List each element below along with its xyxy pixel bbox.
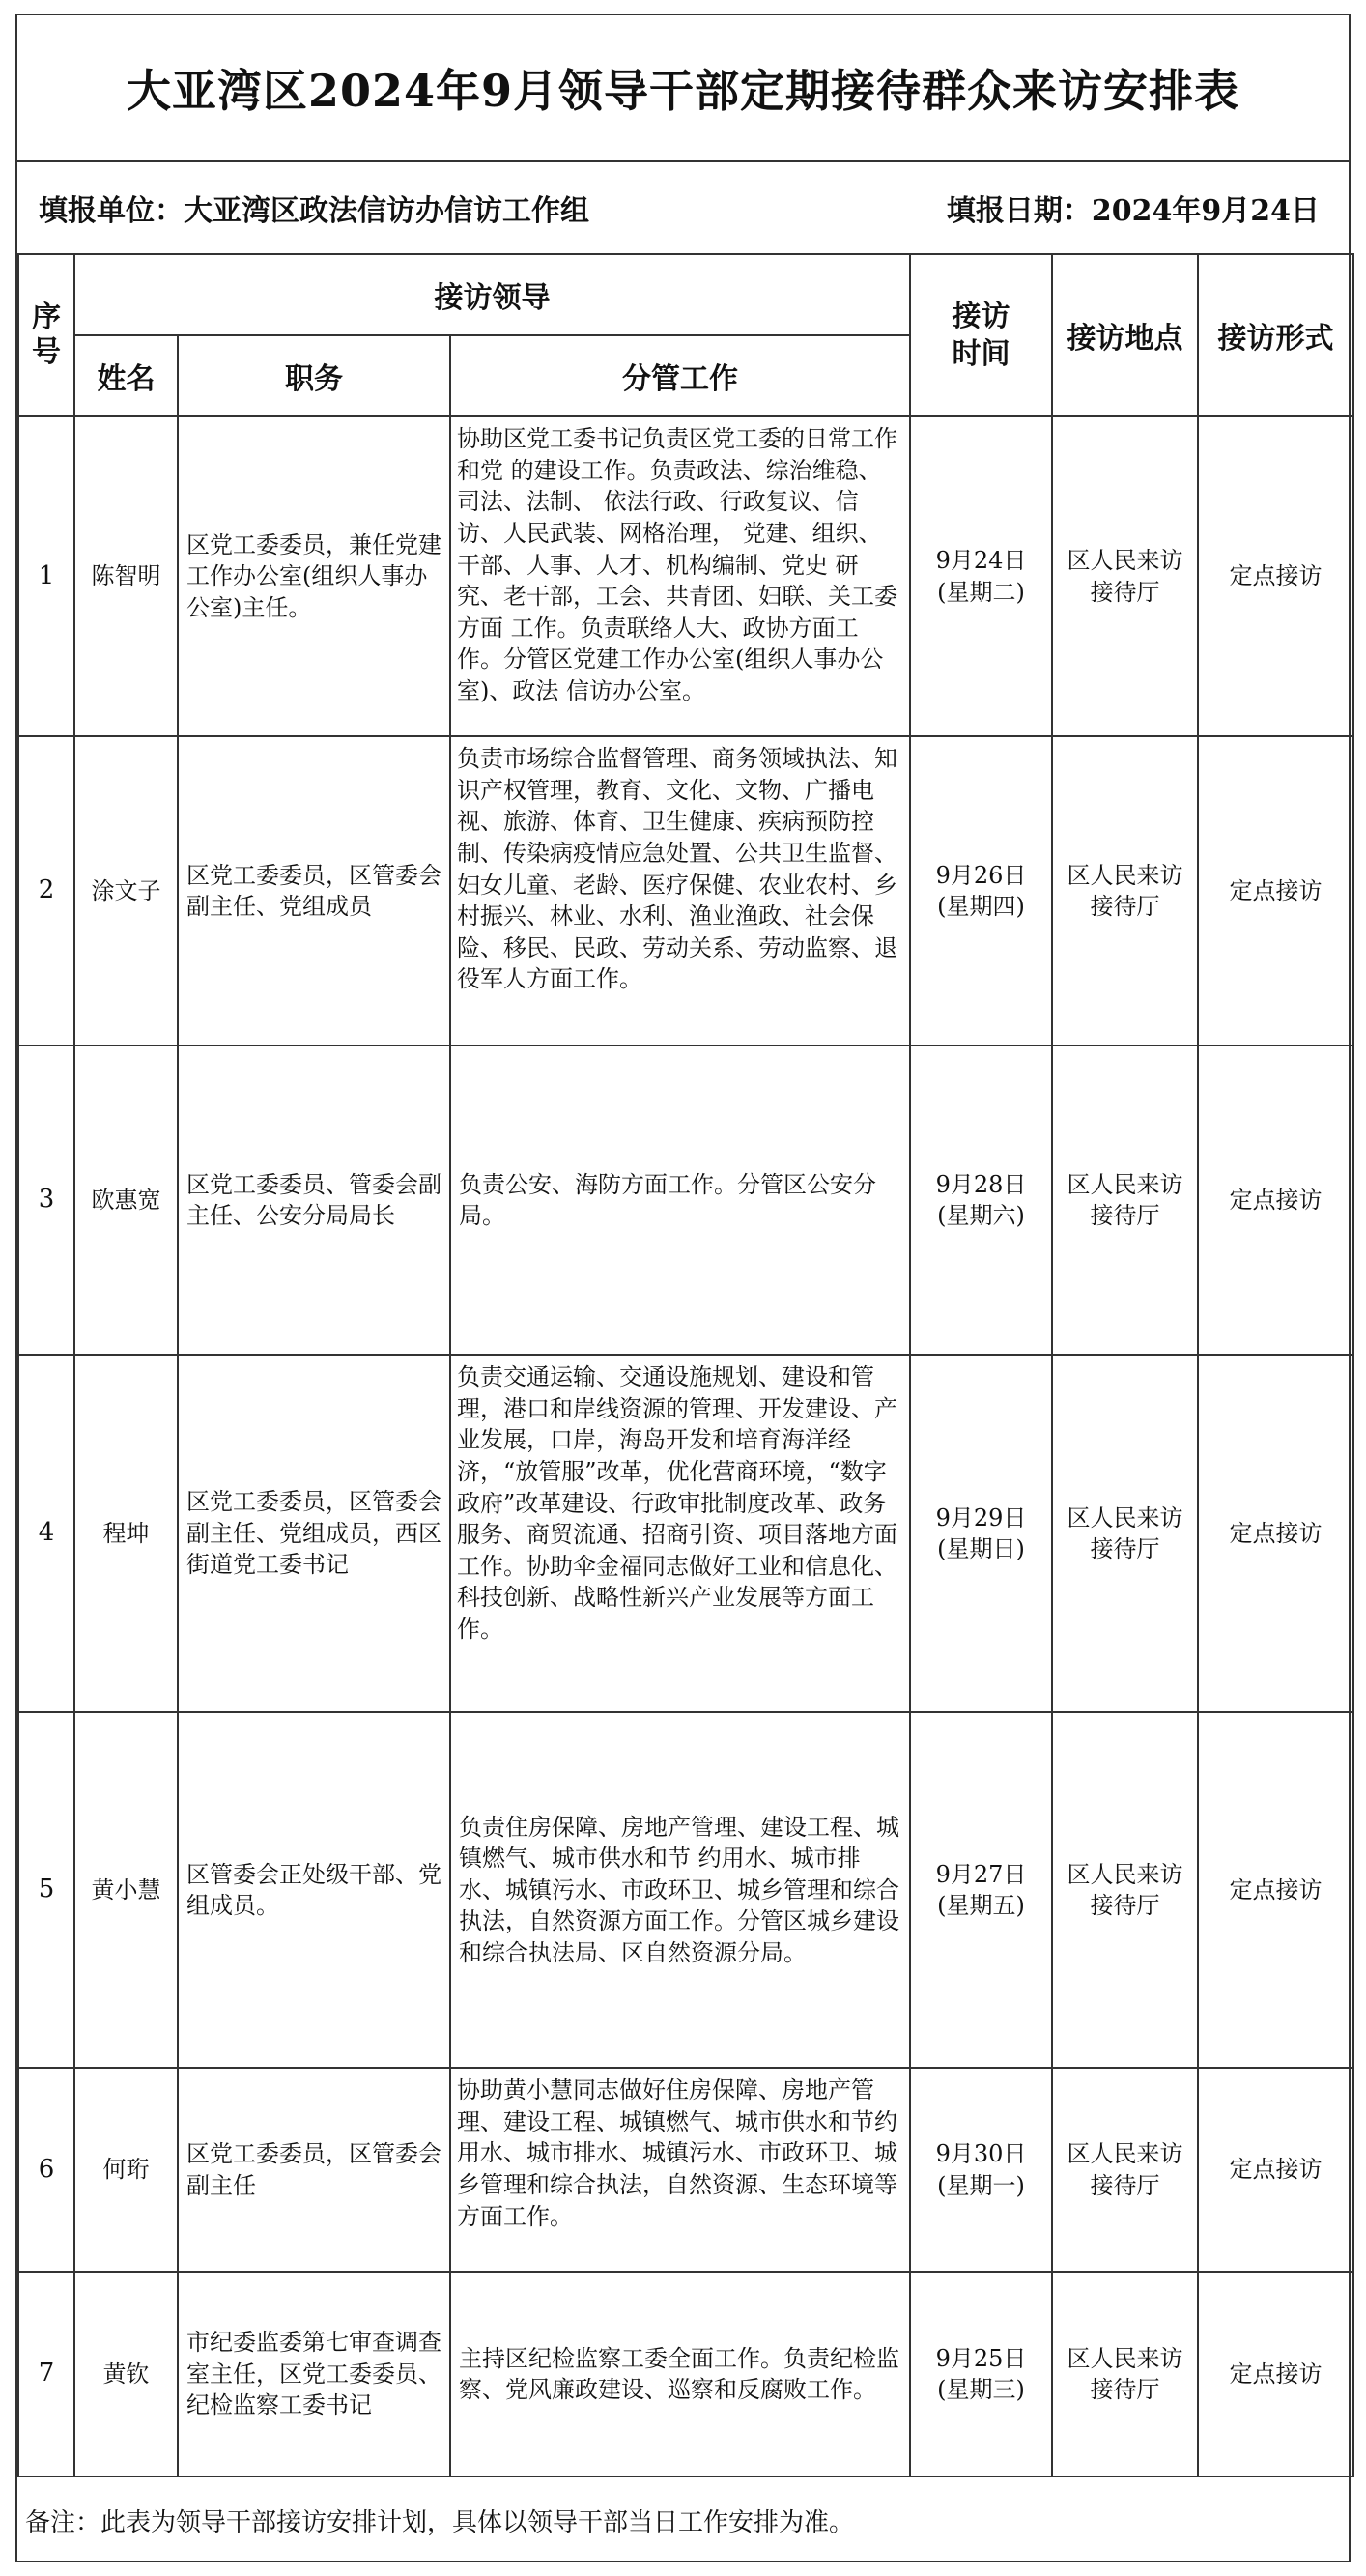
row-duty: 主持区纪检监察工委全面工作。负责纪检监察、党风廉政建设、巡察和反腐败工作。 — [450, 2272, 910, 2476]
row-weekday: (星期三) — [937, 2376, 1025, 2403]
unit-value: 大亚湾区政法信访办信访工作组 — [184, 194, 589, 228]
row-weekday: (星期六) — [937, 1202, 1025, 1229]
unit-label: 填报单位： — [39, 194, 184, 228]
row-seq: 4 — [18, 1355, 74, 1712]
row-place: 区人民来访接待厅 — [1052, 416, 1198, 736]
row-weekday: (星期二) — [937, 578, 1025, 606]
header-leader-group: 接访领导 — [74, 254, 910, 335]
header-time: 接访时间 — [910, 254, 1052, 416]
table-row — [18, 416, 1353, 736]
row-form: 定点接访 — [1198, 736, 1353, 1045]
header-row-1 — [18, 254, 1353, 335]
table-row — [18, 1712, 1353, 2068]
row-weekday: (星期日) — [937, 1535, 1025, 1562]
header-place: 接访地点 — [1052, 254, 1198, 416]
row-seq: 3 — [18, 1045, 74, 1355]
schedule-table — [17, 253, 1354, 2477]
row-name: 欧惠宽 — [74, 1045, 178, 1355]
row-form: 定点接访 — [1198, 416, 1353, 736]
reporting-date — [947, 186, 1320, 229]
row-date: 9月29日 — [935, 1503, 1027, 1531]
row-form: 定点接访 — [1198, 1045, 1353, 1355]
row-name: 何珩 — [74, 2068, 178, 2272]
row-place: 区人民来访接待厅 — [1052, 1712, 1198, 2068]
schedule-sheet — [15, 14, 1351, 2562]
row-date: 9月25日 — [935, 2344, 1027, 2372]
schedule-table-wrap — [17, 253, 1349, 2476]
row-name: 黄钦 — [74, 2272, 178, 2476]
table-row — [18, 736, 1353, 1045]
row-weekday: (星期五) — [937, 1892, 1025, 1919]
row-form: 定点接访 — [1198, 1712, 1353, 2068]
row-position: 区党工委委员、管委会副主任、公安分局局长 — [178, 1045, 450, 1355]
row-name: 陈智明 — [74, 416, 178, 736]
row-name: 涂文子 — [74, 736, 178, 1045]
table-row — [18, 2272, 1353, 2476]
row-date: 9月27日 — [935, 1860, 1027, 1888]
row-seq: 1 — [18, 416, 74, 736]
row-place: 区人民来访接待厅 — [1052, 2272, 1198, 2476]
row-seq: 7 — [18, 2272, 74, 2476]
header-name: 姓名 — [74, 335, 178, 416]
info-bar — [17, 160, 1349, 253]
row-time — [910, 736, 1052, 1045]
row-weekday: (星期一) — [937, 2171, 1025, 2199]
row-time — [910, 2272, 1052, 2476]
row-duty: 负责公安、海防方面工作。分管区公安分局。 — [450, 1045, 910, 1355]
table-row — [18, 2068, 1353, 2272]
row-duty: 协助黄小慧同志做好住房保障、房地产管理、建设工程、城镇燃气、城市供水和节约用水、城市排水、城镇污水、市政环卫、城乡管理和综合执法，自然资源、生态环境等方面工作。 — [450, 2068, 910, 2272]
row-name: 黄小慧 — [74, 1712, 178, 2068]
row-duty: 协助区党工委书记负责区党工委的日常工作和党 的建设工作。负责政法、综治维稳、司法、法制、 依法行政、行政复议、信访、人民武装、网格治理， 党建、组织、干部、人事、人才、机构编制、党史 研究、老干部，工会、共青团、妇联、关工委方面 工作。负责联络人大、政协方面工作。分管区党建工作办公室(组织人事办公室)、政法 信访办公室。 — [450, 416, 910, 736]
row-seq: 2 — [18, 736, 74, 1045]
row-time — [910, 1712, 1052, 2068]
date-value: 2024年9月24日 — [1091, 194, 1320, 228]
row-duty: 负责住房保障、房地产管理、建设工程、城镇燃气、城市供水和节 约用水、城市排水、城镇污水、市政环卫、城乡管理和综合执法，自然资源方面工作。分管区城乡建设和综合执法局、区自然资源分局。 — [450, 1712, 910, 2068]
row-weekday: (星期四) — [937, 893, 1025, 920]
row-name: 程坤 — [74, 1355, 178, 1712]
row-position: 区党工委委员，兼任党建工作办公室(组织人事办 公室)主任。 — [178, 416, 450, 736]
row-position: 区党工委委员，区管委会副主任、党组成员，西区街道党工委书记 — [178, 1355, 450, 1712]
row-date: 9月26日 — [935, 861, 1027, 889]
footnote: 备注：此表为领导干部接访安排计划，具体以领导干部当日工作安排为准。 — [25, 2507, 855, 2537]
row-position: 市纪委监委第七审查调查室主任，区党工委委员、纪检监察工委书记 — [178, 2272, 450, 2476]
header-seq: 序号 — [18, 254, 74, 416]
header-form: 接访形式 — [1198, 254, 1353, 416]
header-position: 职务 — [178, 335, 450, 416]
row-seq: 5 — [18, 1712, 74, 2068]
row-place: 区人民来访接待厅 — [1052, 1355, 1198, 1712]
reporting-unit — [39, 186, 589, 229]
date-label: 填报日期： — [946, 194, 1092, 228]
row-duty: 负责市场综合监督管理、商务领域执法、知识产权管理，教育、文化、文物、广播电视、旅游、体育、卫生健康、疾病预防控制、传染病疫情应急处置、公共卫生监督、妇女儿童、老龄、医疗保健、农业农村、乡村振兴、林业、水利、渔业渔政、社会保险、移民、民政、劳动关系、劳动监察、退役军人方面工作。 — [450, 736, 910, 1045]
row-position: 区党工委委员，区管委会副主任、党组成员 — [178, 736, 450, 1045]
row-date: 9月24日 — [935, 547, 1027, 575]
row-seq: 6 — [18, 2068, 74, 2272]
row-place: 区人民来访接待厅 — [1052, 2068, 1198, 2272]
row-form: 定点接访 — [1198, 2068, 1353, 2272]
table-row — [18, 1045, 1353, 1355]
row-place: 区人民来访接待厅 — [1052, 736, 1198, 1045]
header-duty: 分管工作 — [450, 335, 910, 416]
row-form: 定点接访 — [1198, 2272, 1353, 2476]
row-date: 9月28日 — [935, 1170, 1027, 1198]
row-duty: 负责交通运输、交通设施规划、建设和管理，港口和岸线资源的管理、开发建设、产业发展，口岸，海岛开发和培育海洋经济，“放管服”改革，优化营商环境，“数字政府”改革建设、行政审批制度改革、政务服务、商贸流通、招商引资、项目落地方面工作。协助伞金福同志做好工业和信息化、科技创新、战略性新兴产业发展等方面工作。 — [450, 1355, 910, 1712]
row-place: 区人民来访接待厅 — [1052, 1045, 1198, 1355]
row-time — [910, 1355, 1052, 1712]
row-time — [910, 2068, 1052, 2272]
row-time — [910, 416, 1052, 736]
row-date: 9月30日 — [935, 2140, 1027, 2168]
table-row — [18, 1355, 1353, 1712]
row-form: 定点接访 — [1198, 1355, 1353, 1712]
row-position: 区党工委委员，区管委会副主任 — [178, 2068, 450, 2272]
row-position: 区管委会正处级干部、党组成员。 — [178, 1712, 450, 2068]
page-title: 大亚湾区2024年9月领导干部定期接待群众来访安排表 — [126, 65, 1240, 117]
row-time — [910, 1045, 1052, 1355]
